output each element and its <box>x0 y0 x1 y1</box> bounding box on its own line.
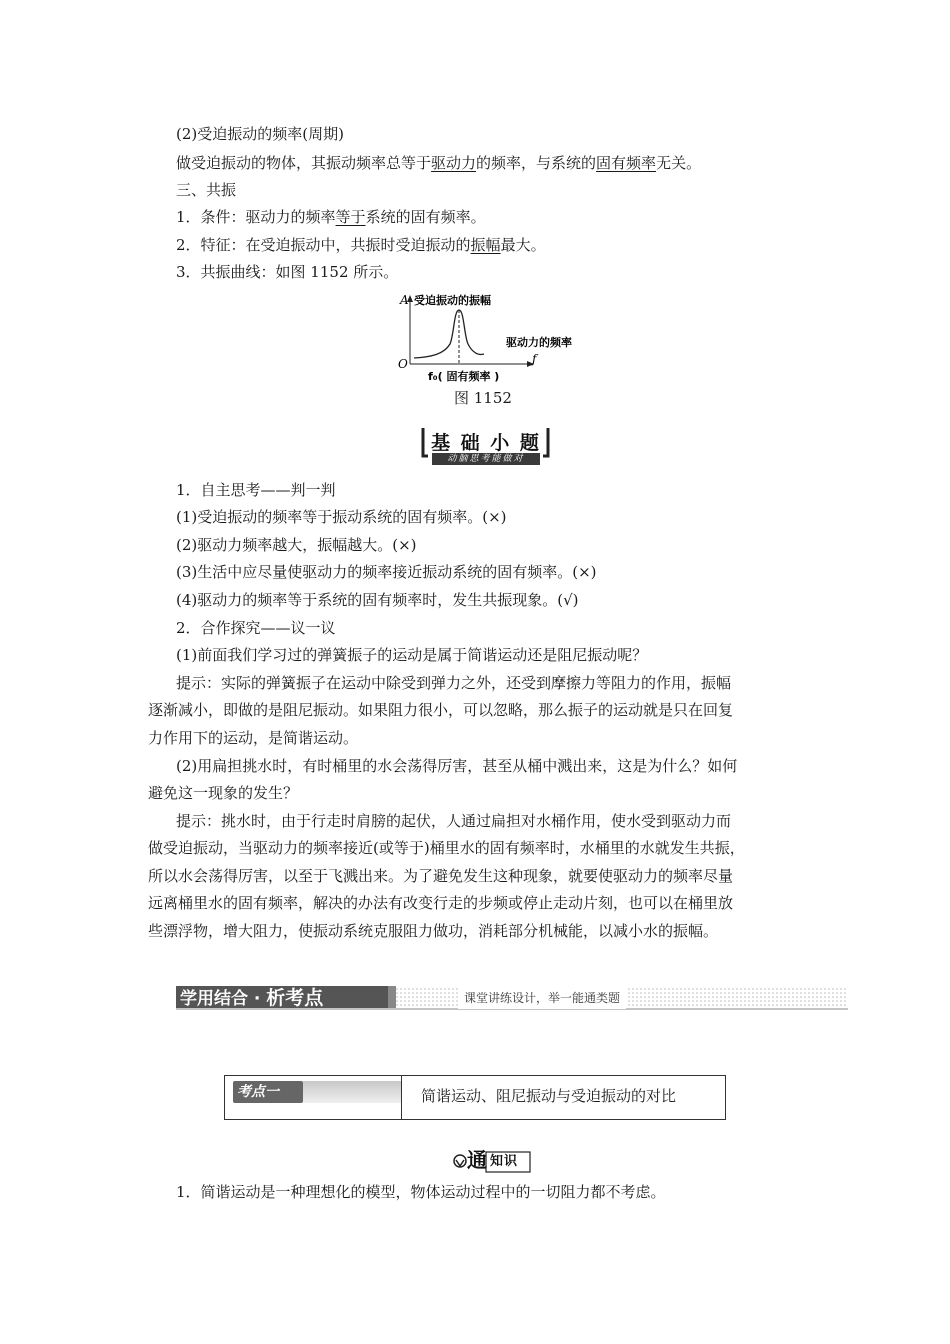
f0-label: f₀( 固有频率 ) <box>428 370 500 382</box>
text-span: 的频率，与系统的 <box>476 154 597 172</box>
badge-big-char: 通 <box>467 1148 487 1172</box>
badge-title: 基 础 小 题 <box>431 432 541 454</box>
text-span: 无关。 <box>656 154 702 172</box>
banner-title <box>180 987 323 1010</box>
key-point-box <box>224 1075 726 1120</box>
underlined-term: 等于 <box>335 208 366 226</box>
text-line: (2)受迫振动的频率(周期) <box>176 125 344 143</box>
text-line: 做受迫振动，当驱动力的频率接近(或等于)桶里水的固有频率时，水桶里的水就发生共振， <box>148 839 745 857</box>
text-span: 最大。 <box>500 236 546 254</box>
text-line: 些漂浮物，增大阻力，使振动系统克服阻力做功，消耗部分机械能，以减小水的振幅。 <box>148 922 719 940</box>
text-line: 逐渐减小，即做的是阻尼振动。如果阻力很小，可以忽略，那么振子的运动就是只在回复 <box>148 701 734 719</box>
underlined-term: 振幅 <box>470 236 501 254</box>
section-heading: 三、共振 <box>176 181 237 199</box>
text-line: 2．合作探究——议一议 <box>176 619 336 637</box>
text-span: 1．条件：驱动力的频率 <box>176 208 336 226</box>
banner-title-a: 学用结合 · <box>180 989 267 1009</box>
resonance-curve-figure <box>392 290 602 382</box>
general-knowledge-badge <box>452 1148 532 1174</box>
text-line: (4)驱动力的频率等于系统的固有频率时，发生共振现象。(√) <box>176 591 579 609</box>
key-point-title: 简谐运动、阻尼振动与受迫振动的对比 <box>421 1087 677 1105</box>
badge-subtitle: 动脑思考能做对 <box>447 454 525 464</box>
badge-small-text: 知识 <box>490 1154 519 1169</box>
section-banner <box>176 984 848 1012</box>
y-axis-letter: A <box>400 293 409 307</box>
banner-title-b: 析考点 <box>266 987 324 1009</box>
text-line: 3．共振曲线：如图 1152 所示。 <box>176 263 399 281</box>
text-line: 提示：挑水时，由于行走时肩膀的起伏，人通过扁担对水桶作用，使水受到驱动力而 <box>176 812 732 830</box>
x-axis-letter: f <box>532 352 537 366</box>
text-line: 提示：实际的弹簧振子在运动中除受到弹力之外，还受到摩擦力等阻力的作用，振幅 <box>176 674 732 692</box>
text-line: 力作用下的运动，是简谐运动。 <box>148 729 359 747</box>
text-line: (1)前面我们学习过的弹簧振子的运动是属于简谐运动还是阻尼振动呢？ <box>176 646 648 664</box>
origin-label: O <box>398 357 408 371</box>
figure-caption: 图 1152 <box>454 389 512 407</box>
text-span: 做受迫振动的物体，其振动频率总等于 <box>176 154 432 172</box>
text-line <box>176 153 701 173</box>
text-line: 所以水会荡得厉害，以至于飞溅出来。为了避免发生这种现象，就要使驱动力的频率尽量 <box>148 867 734 885</box>
underlined-term: 驱动力 <box>431 154 477 172</box>
text-line: 1．自主思考——判一判 <box>176 481 336 499</box>
text-span: 2．特征：在受迫振动中，共振时受迫振动的 <box>176 236 471 254</box>
key-point-tag-label: 考点一 <box>237 1084 279 1100</box>
banner-subtitle: 课堂讲练设计，举一能通类题 <box>458 987 626 1009</box>
x-axis-label: 驱动力的频率 <box>506 336 572 349</box>
text-line: (3)生活中应尽量使驱动力的频率接近振动系统的固有频率。(×) <box>176 563 597 581</box>
y-axis-label: 受迫振动的振幅 <box>414 294 491 307</box>
text-line: (1)受迫振动的频率等于振动系统的固有频率。(×) <box>176 508 507 526</box>
text-line <box>176 235 546 255</box>
text-line <box>176 207 486 227</box>
text-line: 避免这一现象的发生？ <box>148 784 299 802</box>
basic-questions-badge <box>420 426 552 466</box>
text-line: (2)用扁担挑水时，有时桶里的水会荡得厉害，甚至从桶中溅出来，这是为什么？如何 <box>176 757 738 775</box>
key-point-tag-strip <box>303 1081 401 1103</box>
underlined-term: 固有频率 <box>596 154 657 172</box>
text-line: 远离桶里水的固有频率，解决的办法有改变行走的步频或停止走动片刻，也可以在桶里放 <box>148 894 734 912</box>
text-span: 系统的固有频率。 <box>365 208 486 226</box>
text-line: 1．简谐运动是一种理想化的模型，物体运动过程中的一切阻力都不考虑。 <box>176 1183 666 1201</box>
text-line: (2)驱动力频率越大，振幅越大。(×) <box>176 536 417 554</box>
